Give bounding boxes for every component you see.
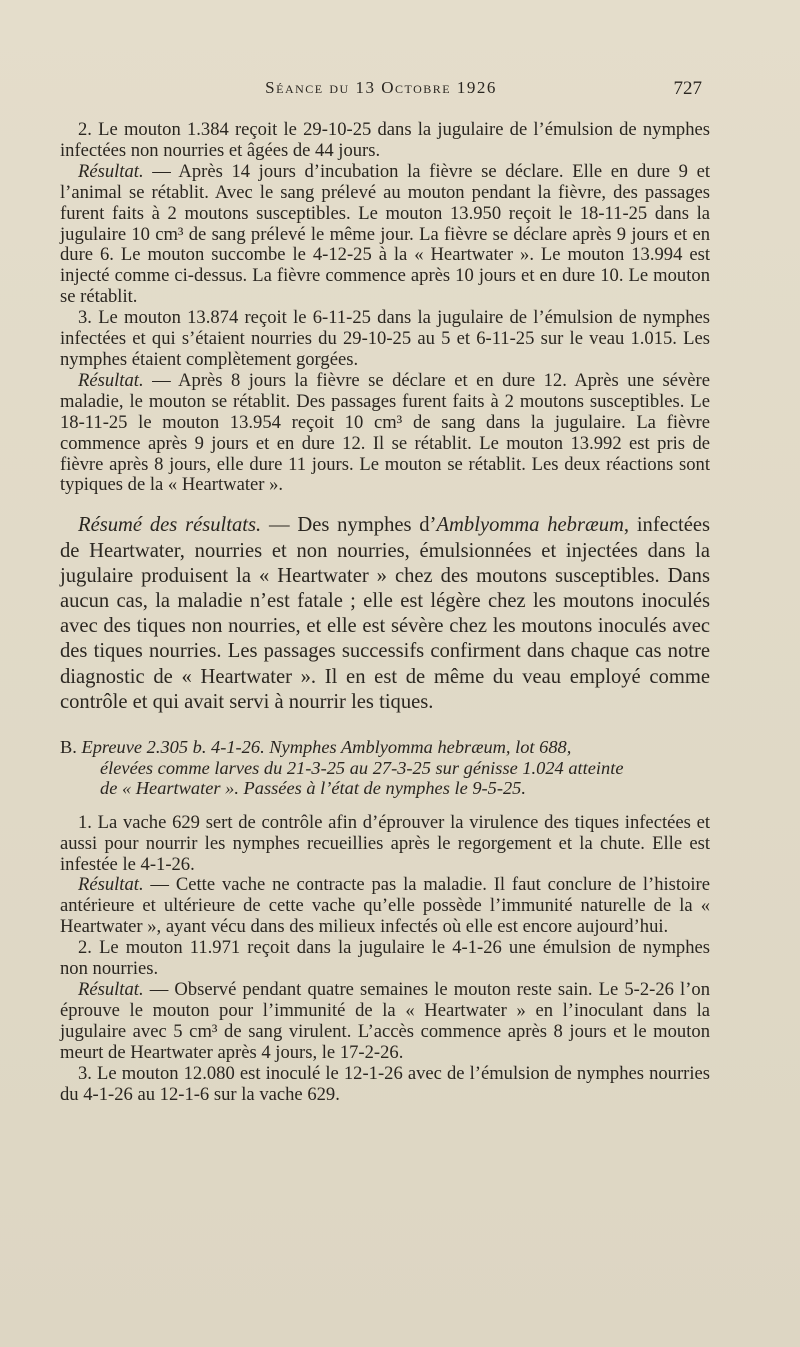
paragraph-b2: 2. Le mouton 11.971 reçoit dans la jugulaire le 4-1-26 une émulsion de nymphes non nourries. bbox=[60, 937, 710, 980]
result-text: — Après 14 jours d’incubation la fièvre se déclare. Elle en dure 9 et l’animal se rétablit. Avec le sang prélevé au mouton pendant la fièvre, des passages furent faits à 2 moutons susceptibles. Le mouton 13.950 reçoit le 18-11-25 dans la jugulaire 10 cm³ de sang prélevé le même jour. La fièvre se déclare après 9 jours et en dure 6. Le mouton succombe le 4-12-25 à la « Heartwater ». Le mouton 13.994 est injecté comme ci-dessus. La fièvre commence après 10 jours et en dure 10. Le mouton se rétablit. bbox=[60, 160, 710, 308]
result-label: Résultat. bbox=[78, 978, 144, 1000]
header-title: Séance du 13 Octobre 1926 bbox=[265, 78, 497, 97]
page-number: 727 bbox=[673, 78, 702, 99]
summary-dash: — Des nymphes d’ bbox=[261, 514, 437, 537]
result-label: Résultat. bbox=[78, 369, 144, 391]
running-header bbox=[60, 78, 702, 102]
result-paragraph-2 bbox=[60, 162, 710, 308]
summary-text: , infectées de Heartwater, nourries et non nourries, émulsionnées et injectées dans la jugulaire produisent la « Heartwater » chez des moutons susceptibles. Dans aucun cas, la maladie n’est fatale ; elle est légère chez les moutons inoculés avec des tiques non nourries, et elle est sévère chez les moutons inoculés avec des tiques nourries. Les passages successifs confirment dans chaque cas notre diagnostic de « Heartwater ». Il en est de même du veau employé comme contrôle et qui avait servi à nourrir les tiques. bbox=[60, 514, 710, 713]
section-line-3: de « Heartwater ». Passées à l’état de nymphes le 9-5-25. bbox=[100, 778, 526, 799]
paragraph-b3: 3. Le mouton 12.080 est inoculé le 12-1-26 avec de l’émulsion de nymphes nourries du 4-1-26 au 12-1-6 sur la vache 629. bbox=[60, 1062, 710, 1105]
paragraph-2: 2. Le mouton 1.384 reçoit le 29-10-25 dans la jugulaire de l’émulsion de nymphes infectées non nourries et âgées de 44 jours. bbox=[60, 119, 710, 161]
summary-label: Résumé des résultats. bbox=[78, 514, 262, 537]
species-name: Amblyomma hebræum bbox=[436, 514, 624, 537]
section-line-1: Epreuve 2.305 b. 4-1-26. Nymphes Amblyomma hebræum, lot 688, bbox=[81, 736, 572, 757]
paragraph-3: 3. Le mouton 13.874 reçoit le 6-11-25 dans la jugulaire de l’émulsion de nymphes infectées et qui s’étaient nourries du 29-10-25 au 5 et 6-11-25 sur le veau 1.015. Les nymphes étaient complètement gorgées. bbox=[60, 307, 710, 370]
result-label: Résultat. bbox=[78, 874, 144, 896]
section-line-2: élevées comme larves du 21-3-25 au 27-3-25 sur génisse 1.024 atteinte bbox=[100, 757, 624, 778]
result-text: — Après 8 jours la fièvre se déclare et en dure 12. Après une sévère maladie, le mouton se rétablit. Des passages furent faits à 2 moutons susceptibles. Le 18-11-25 le mouton 13.954 reçoit 10 cm³ de sang dans la jugulaire. La fièvre commence après 9 jours et en dure 12. Il se rétablit. Le mouton 13.992 est pris de fièvre après 8 jours, elle dure 11 jours. Le mouton se rétablit. Les deux réactions sont typiques de la « Heartwater ». bbox=[60, 369, 710, 496]
result-paragraph-b1 bbox=[60, 875, 710, 938]
section-label: B. bbox=[60, 736, 77, 757]
body-text bbox=[60, 120, 710, 1105]
result-paragraph-3 bbox=[60, 371, 710, 496]
paragraph-b1: 1. La vache 629 sert de contrôle afin d’éprouver la virulence des tiques infectées et aussi pour nourrir les nymphes recueillies après le regorgement et la chute. Elle est infestée le 4-1-26. bbox=[60, 811, 710, 875]
result-text: — Observé pendant quatre semaines le mouton reste sain. Le 5-2-26 l’on éprouve le mouton pour l’immunité de la « Heartwater » en l’inoculant dans la jugulaire avec 5 cm³ de sang virulent. L’accès commence après 8 jours et le mouton meurt de Heartwater après 4 jours, le 17-2-26. bbox=[60, 978, 710, 1063]
summary-paragraph bbox=[60, 513, 710, 715]
result-label: Résultat. bbox=[78, 160, 144, 182]
result-text: — Cette vache ne contracte pas la maladie. Il faut conclure de l’histoire antérieure et ultérieure de cette vache qu’elle possède l’immunité naturelle de la « Heartwater », ayant vécu dans des milieux infectés où elle est encore aujourd’hui. bbox=[60, 874, 710, 938]
result-paragraph-b2 bbox=[60, 980, 710, 1064]
section-b-heading bbox=[60, 737, 710, 799]
